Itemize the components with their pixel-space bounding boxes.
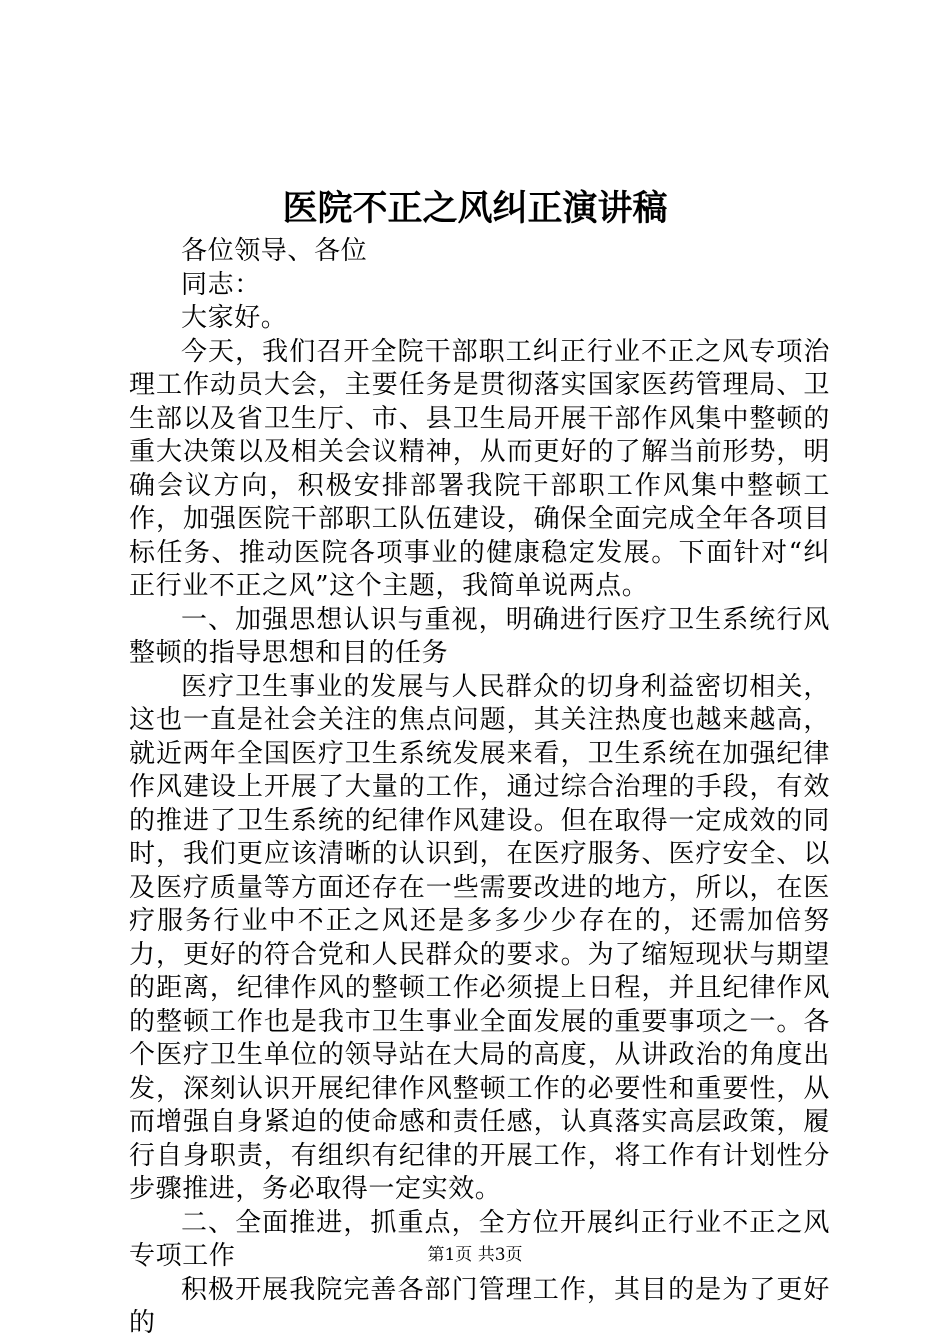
page-footer: 第1页 共3页 xyxy=(427,1245,523,1265)
paragraph-intro: 今天，我们召开全院干部职工纠正行业不正之风专项治理工作动员大会，主要任务是贯彻落实国家医药管理局、卫生部以及省卫生厅、市、县卫生局开展干部作风集中整顿的重大决策以及相关会议精神，从而更好的了解当前形势，明确会议方向，积极安排部署我院干部职工作风集中整顿工作，加强医院干部职工队伍建设，确保全面完成全年各项目标任务、推动医院各项事业的健康稳定发展。下面针对“纠正行业不正之风”这个主题，我简单说两点。 xyxy=(129,336,830,601)
salutation-line-2: 同志： xyxy=(181,269,261,300)
paragraph-section-1: 医疗卫生事业的发展与人民群众的切身利益密切相关，这也一直是社会关注的焦点问题，其关注热度也越来越高，就近两年全国医疗卫生系统发展来看，卫生系统在加强纪律作风建设上开展了大量的工作，通过综合治理的手段，有效的推进了卫生系统的纪律作风建设。但在取得一定成效的同时，我们更应该清晰的认识到，在医疗服务、医疗安全、以及医疗质量等方面还存在一些需要改进的地方，所以，在医疗服务行业中不正之风还是多多少少存在的，还需加倍努力，更好的符合党和人民群众的要求。为了缩短现状与期望的距离，纪律作风的整顿工作必须提上日程，并且纪律作风的整顿工作也是我市卫生事业全面发展的重要事项之一。各个医疗卫生单位的领导站在大局的高度，从讲政治的角度出发，深刻认识开展纪律作风整顿工作的必要性和重要性，从而增强自身紧迫的使命感和责任感，认真落实高层政策，履行自身职责，有组织有纪律的开展工作，将工作有计划性分步骤推进，务必取得一定实效。 xyxy=(129,671,830,1204)
section-heading-1: 一、加强思想认识与重视，明确进行医疗卫生系统行风整顿的指导思想和目的任务 xyxy=(129,604,830,668)
document-title: 医院不正之风纠正演讲稿 xyxy=(282,188,668,229)
salutation-line-1: 各位领导、各位 xyxy=(181,236,368,266)
document-body xyxy=(129,235,830,1341)
paragraph-section-2: 积极开展我院完善各部门管理工作，其目的是为了更好的 xyxy=(129,1274,830,1338)
section-heading-2: 二、全面推进，抓重点，全方位开展纠正行业不正之风专项工作 xyxy=(129,1207,830,1271)
greeting: 大家好。 xyxy=(181,303,288,333)
